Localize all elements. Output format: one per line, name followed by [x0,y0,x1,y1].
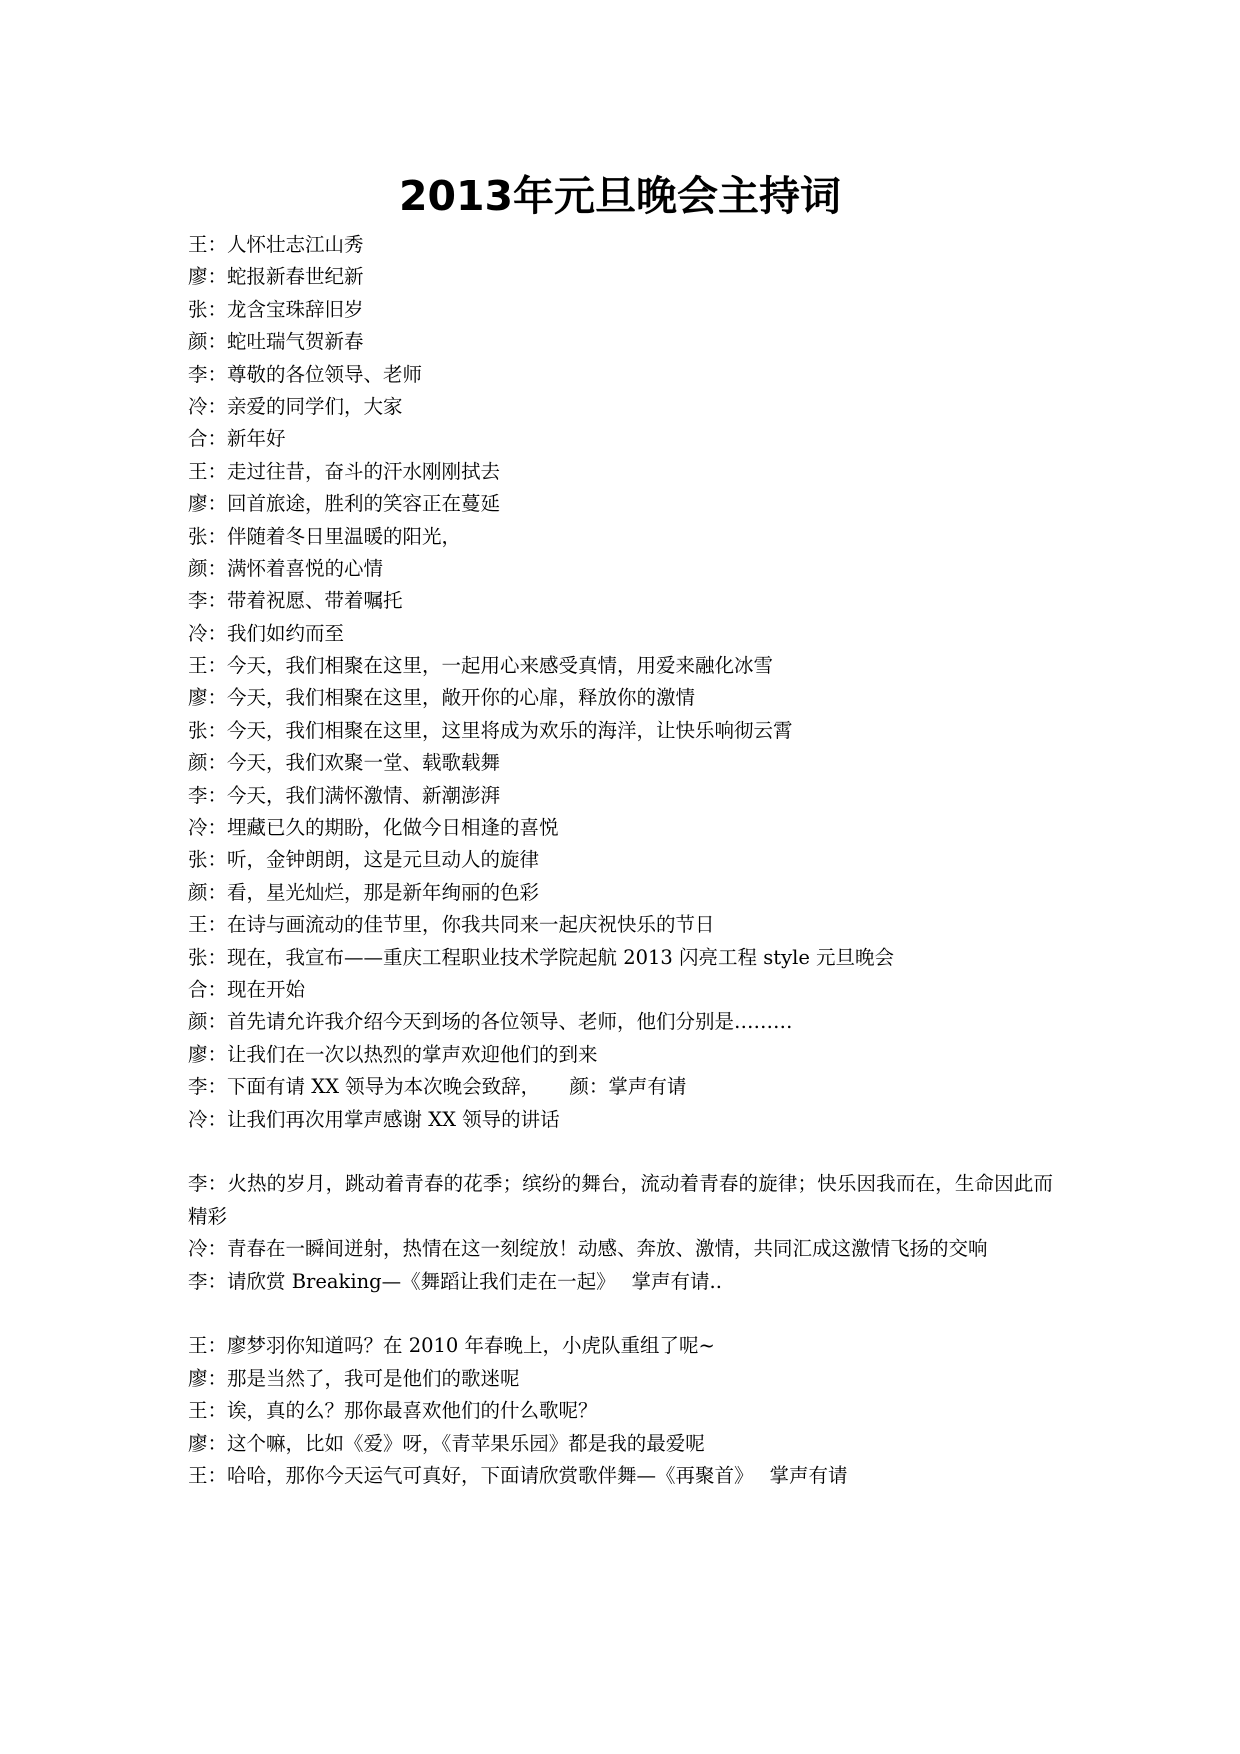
script-line: 廖：蛇报新春世纪新 [188,265,364,289]
script-line: 合：现在开始 [188,977,306,1001]
script-line: 王：诶，真的么？那你最喜欢他们的什么歌呢？ [188,1399,598,1423]
script-line: 廖：让我们在一次以热烈的掌声欢迎他们的到来 [188,1042,598,1066]
script-line: 李：尊敬的各位领导、老师 [188,362,423,386]
script-line: 冷：埋藏已久的期盼，化做今日相逢的喜悦 [188,816,559,840]
script-line: 廖：这个嘛，比如《爱》呀，《青苹果乐园》都是我的最爱呢 [188,1431,705,1455]
script-line: 廖：回首旅途，胜利的笑容正在蔓延 [188,492,501,516]
script-line: 张：伴随着冬日里温暖的阳光， [188,524,462,548]
script-line: 张：听，金钟朗朗，这是元旦动人的旋律 [188,848,540,872]
script-line: 李：请欣赏 Breaking—《舞蹈让我们走在一起》 掌声有请.. [188,1269,722,1293]
script-line: 合：新年好 [188,427,286,451]
blank-line [188,1298,1053,1330]
script-line: 冷：我们如约而至 [188,621,345,645]
script-line: 王：廖梦羽你知道吗？在 2010 年春晚上，小虎队重组了呢~ [188,1334,715,1358]
script-line: 王：哈哈，那你今天运气可真好，下面请欣赏歌伴舞—《再聚首》 掌声有请 [188,1463,848,1487]
script-line: 李：下面有请 XX 领导为本次晚会致辞， 颜：掌声有请 [188,1075,687,1099]
script-line: 王：人怀壮志江山秀 [188,233,364,256]
document-title: 2013年元旦晚会主持词 [398,172,842,220]
script-line: 颜：满怀着喜悦的心情 [188,556,384,580]
script-line: 颜：今天，我们欢聚一堂、载歌载舞 [188,751,501,775]
script-line: 廖：今天，我们相聚在这里，敞开你的心扉，释放你的激情 [188,686,696,710]
script-line: 张：今天，我们相聚在这里，这里将成为欢乐的海洋，让快乐响彻云霄 [188,718,793,742]
script-line: 冷：青春在一瞬间迸射，热情在这一刻绽放！动感、奔放、激情，共同汇成这激情飞扬的交响 [188,1237,988,1261]
blank-line [188,1136,1053,1168]
script-line: 颜：蛇吐瑞气贺新春 [188,330,364,354]
script-line: 王：在诗与画流动的佳节里，你我共同来一起庆祝快乐的节日 [188,913,715,937]
script-line: 王：今天，我们相聚在这里，一起用心来感受真情，用爱来融化冰雪 [188,654,774,678]
script-line: 颜：首先请允许我介绍今天到场的各位领导、老师，他们分别是……… [188,1010,793,1034]
script-line: 张：龙含宝珠辞旧岁 [188,297,364,321]
script-line: 李：带着祝愿、带着嘱托 [188,589,403,613]
script-line: 王：走过往昔，奋斗的汗水刚刚拭去 [188,459,501,483]
script-line: 廖：那是当然了，我可是他们的歌迷呢 [188,1366,520,1390]
script-line: 张：现在，我宣布——重庆工程职业技术学院起航 2013 闪亮工程 style 元旦晚会 [188,945,895,969]
script-line: 李：今天，我们满怀激情、新潮澎湃 [188,783,501,807]
script-line: 冷：亲爱的同学们，大家 [188,394,403,418]
script-line: 李：火热的岁月，跳动着青春的花季；缤纷的舞台，流动着青春的旋律；快乐因我而在，生命因此而精彩 [188,1172,1053,1228]
script-body [188,229,1053,1492]
script-line: 冷：让我们再次用掌声感谢 XX 领导的讲话 [188,1107,560,1131]
script-line: 颜：看，星光灿烂，那是新年绚丽的色彩 [188,880,540,904]
